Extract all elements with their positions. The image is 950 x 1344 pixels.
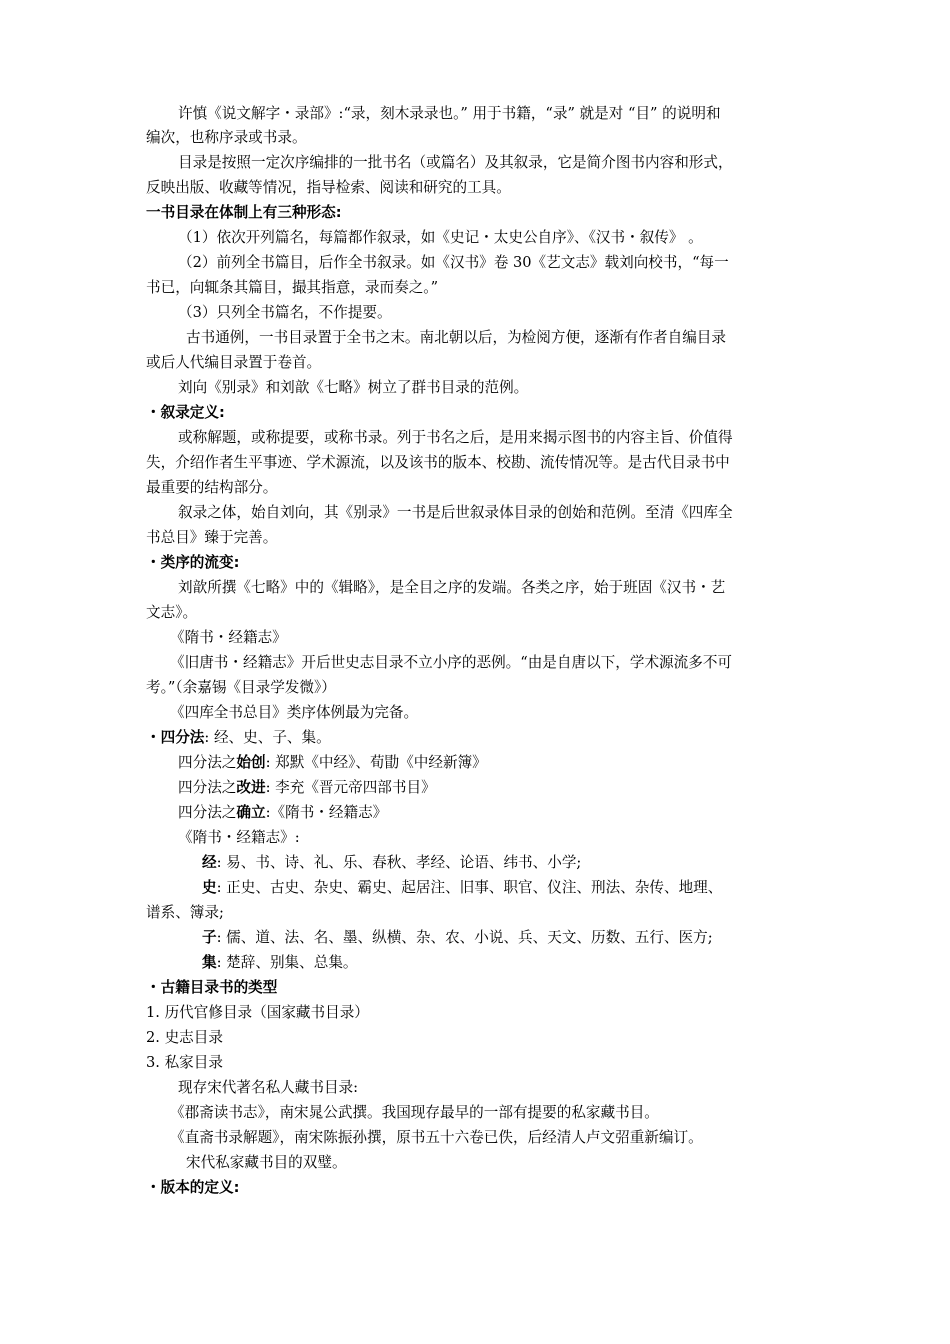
section-heading: ・叙录定义:	[146, 404, 225, 421]
paragraph-line: 《隋书・经籍志》	[170, 629, 287, 646]
paragraph-line	[178, 803, 387, 823]
section-heading: 一书目录在体制上有三种形态:	[146, 204, 342, 221]
bold-term: 集	[202, 954, 217, 971]
paragraph-line	[202, 853, 581, 873]
bold-term: 经	[202, 854, 217, 871]
paragraph-line: 《直斋书录解题》，南宋陈振孙撰，原书五十六卷已佚，后经清人卢文弨重新编订。	[170, 1129, 703, 1146]
paragraph-line: 现存宋代著名私人藏书目录:	[178, 1079, 359, 1096]
list-item: 3. 私家目录	[146, 1054, 223, 1071]
paragraph-line	[146, 728, 331, 748]
paragraph-line: 《旧唐书・经籍志》开后世史志目录不立小序的恶例。“由是自唐以下，学术源流多不可	[170, 654, 733, 671]
section-heading: ・四分法	[146, 729, 205, 746]
paragraph-line: 《隋书・经籍志》:	[178, 829, 300, 846]
paragraph-line: 许慎《说文解字・录部》:“录，刻木录录也。” 用于书籍，“录” 就是对 “目” 的说明和	[178, 105, 721, 122]
paragraph-line: 失，介绍作者生平事迹、学术源流，以及该书的版本、校勘、流传情况等。是古代目录书中	[146, 454, 730, 471]
line-text: : 楚辞、别集、总集。	[216, 954, 358, 971]
line-text: : 经、史、子、集。	[204, 729, 331, 746]
paragraph-line	[178, 778, 436, 798]
paragraph-line: 书已，向辄条其篇目，撮其指意，录而奏之。”	[146, 279, 439, 296]
bold-term: 确立	[236, 804, 266, 821]
line-text: : 郑默《中经》、荀勖《中经新簿》	[265, 754, 487, 771]
line-text: 四分法之	[178, 779, 237, 796]
paragraph-line: 谱系、簿录;	[146, 904, 224, 921]
line-text: : 易、书、诗、礼、乐、春秋、孝经、论语、纬书、小学;	[216, 854, 582, 871]
paragraph-line	[202, 928, 713, 948]
list-item: 1. 历代官修目录（国家藏书目录）	[146, 1004, 369, 1021]
line-text: : 儒、道、法、名、墨、纵横、杂、农、小说、兵、天文、历数、五行、医方;	[216, 929, 713, 946]
line-text: :《隋书・经籍志》	[265, 804, 388, 821]
list-item: （2）前列全书篇目，后作全书叙录。如《汉书》卷 30《艺文志》载刘向校书，“每一	[178, 254, 729, 271]
line-text: : 李充《晋元帝四部书目》	[265, 779, 436, 796]
bold-term: 改进	[236, 779, 266, 796]
list-item: （1）依次开列篇名，每篇都作叙录，如《史记・太史公自序》、《汉书・叙传》 。	[178, 229, 703, 246]
paragraph-line: 目录是按照一定次序编排的一批书名（或篇名）及其叙录，它是简介图书内容和形式，	[178, 154, 733, 171]
paragraph-line	[202, 953, 358, 973]
paragraph-line: 《郡斋读书志》，南宋晁公武撰。我国现存最早的一部有提要的私家藏书目。	[170, 1104, 659, 1121]
paragraph-line	[202, 878, 722, 898]
paragraph-line: 考。”（余嘉锡《目录学发微》）	[146, 679, 336, 696]
section-heading: ・类序的流变:	[146, 554, 240, 571]
line-text: : 正史、古史、杂史、霸史、起居注、旧事、职官、仪注、刑法、杂传、地理、	[216, 879, 723, 896]
list-item: （3）只列全书篇名，不作提要。	[178, 304, 392, 321]
paragraph-line: 书总目》臻于完善。	[146, 529, 278, 546]
bold-term: 史	[202, 879, 217, 896]
paragraph-line: 或后人代编目录置于卷首。	[146, 354, 322, 371]
paragraph-line	[178, 753, 487, 773]
paragraph-line: 古书通例，一书目录置于全书之末。南北朝以后，为检阅方便，逐渐有作者自编目录	[186, 329, 726, 346]
paragraph-line: 编次，也称序录或书录。	[146, 129, 307, 146]
paragraph-line: 最重要的结构部分。	[146, 479, 278, 496]
paragraph-line: 宋代私家藏书目的双璧。	[186, 1154, 347, 1171]
bold-term: 子	[202, 929, 217, 946]
line-text: 四分法之	[178, 804, 237, 821]
paragraph-line: 叙录之体，始自刘向，其《别录》一书是后世叙录体目录的创始和范例。至清《四库全	[178, 504, 733, 521]
section-heading: ・版本的定义:	[146, 1179, 240, 1196]
paragraph-line: 文志》。	[146, 604, 198, 621]
line-text: 四分法之	[178, 754, 237, 771]
paragraph-line: 反映出版、收藏等情况，指导检索、阅读和研究的工具。	[146, 179, 511, 196]
bold-term: 始创	[236, 754, 266, 771]
list-item: 2. 史志目录	[146, 1029, 223, 1046]
paragraph-line: 《四库全书总目》类序体例最为完备。	[170, 704, 419, 721]
section-heading: ・古籍目录书的类型	[146, 979, 278, 996]
paragraph-line: 刘歆所撰《七略》中的《辑略》，是全目之序的发端。各类之序，始于班固《汉书・艺	[178, 579, 726, 596]
paragraph-line: 或称解题，或称提要，或称书录。列于书名之后，是用来揭示图书的内容主旨、价值得	[178, 429, 733, 446]
paragraph-line: 刘向《别录》和刘歆《七略》树立了群书目录的范例。	[178, 379, 529, 396]
